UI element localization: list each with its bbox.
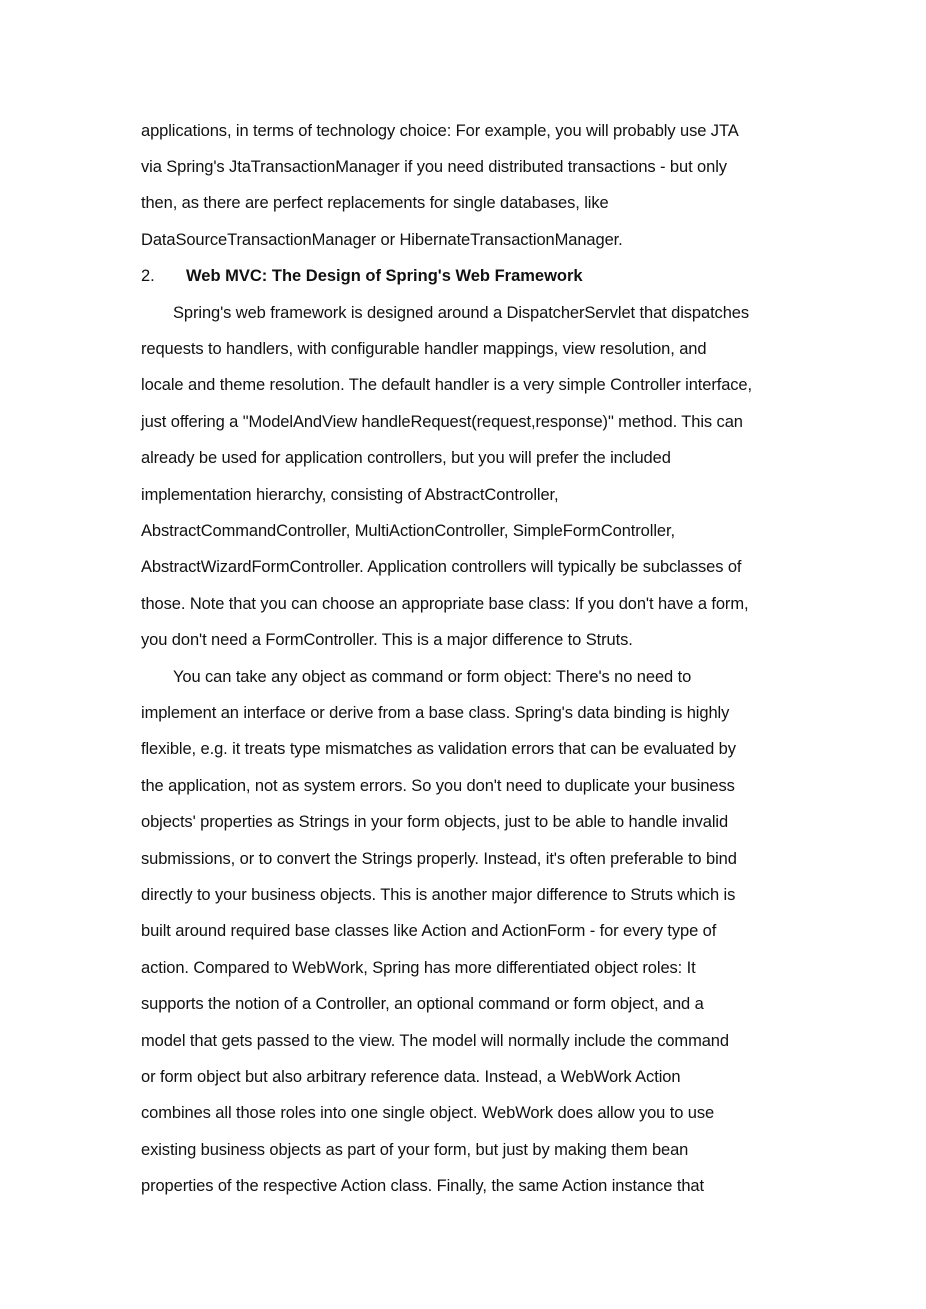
text-line: model that gets passed to the view. The model will normally include the command: [141, 1032, 729, 1050]
text-line: you don't need a FormController. This is a major difference to Struts.: [141, 631, 633, 649]
text-line: already be used for application controllers, but you will prefer the included: [141, 449, 671, 467]
text-line: objects' properties as Strings in your form objects, just to be able to handle invalid: [141, 813, 729, 831]
text-line: existing business objects as part of your form, but just by making them bean: [141, 1141, 689, 1159]
section-title: Web MVC: The Design of Spring's Web Framework: [186, 267, 583, 285]
text-line: flexible, e.g. it treats type mismatches as validation errors that can be evaluated by: [141, 740, 736, 758]
text-line: then, as there are perfect replacements for single databases, like: [141, 194, 609, 212]
text-line: locale and theme resolution. The default handler is a very simple Controller interface,: [141, 376, 752, 394]
text-line: You can take any object as command or form object: There's no need to: [173, 668, 692, 686]
text-line: those. Note that you can choose an appropriate base class: If you don't have a form,: [141, 595, 749, 613]
section-number: 2.: [141, 267, 155, 285]
text-line: combines all those roles into one single object. WebWork does allow you to use: [141, 1104, 715, 1122]
text-line: action. Compared to WebWork, Spring has more differentiated object roles: It: [141, 959, 696, 977]
text-line: AbstractCommandController, MultiActionController, SimpleFormController,: [141, 522, 675, 540]
text-line: built around required base classes like Action and ActionForm - for every type of: [141, 922, 717, 940]
text-line: via Spring's JtaTransactionManager if you need distributed transactions - but only: [141, 158, 727, 176]
text-line: applications, in terms of technology choice: For example, you will probably use JTA: [141, 122, 739, 140]
text-line: properties of the respective Action class. Finally, the same Action instance that: [141, 1177, 704, 1195]
text-line: submissions, or to convert the Strings properly. Instead, it's often preferable to bind: [141, 850, 737, 868]
text-line: AbstractWizardFormController. Application controllers will typically be subclasses of: [141, 558, 742, 576]
text-line: or form object but also arbitrary reference data. Instead, a WebWork Action: [141, 1068, 681, 1086]
text-line: supports the notion of a Controller, an optional command or form object, and a: [141, 995, 704, 1013]
text-line: directly to your business objects. This is another major difference to Struts which is: [141, 886, 736, 904]
text-line: DataSourceTransactionManager or HibernateTransactionManager.: [141, 231, 623, 249]
text-line: implement an interface or derive from a base class. Spring's data binding is highly: [141, 704, 730, 722]
text-line: just offering a "ModelAndView handleRequest(request,response)" method. This can: [141, 413, 743, 431]
text-line: implementation hierarchy, consisting of AbstractController,: [141, 486, 559, 504]
text-line: Spring's web framework is designed around a DispatcherServlet that dispatches: [173, 304, 750, 322]
text-line: requests to handlers, with configurable handler mappings, view resolution, and: [141, 340, 707, 358]
text-line: the application, not as system errors. So you don't need to duplicate your business: [141, 777, 735, 795]
